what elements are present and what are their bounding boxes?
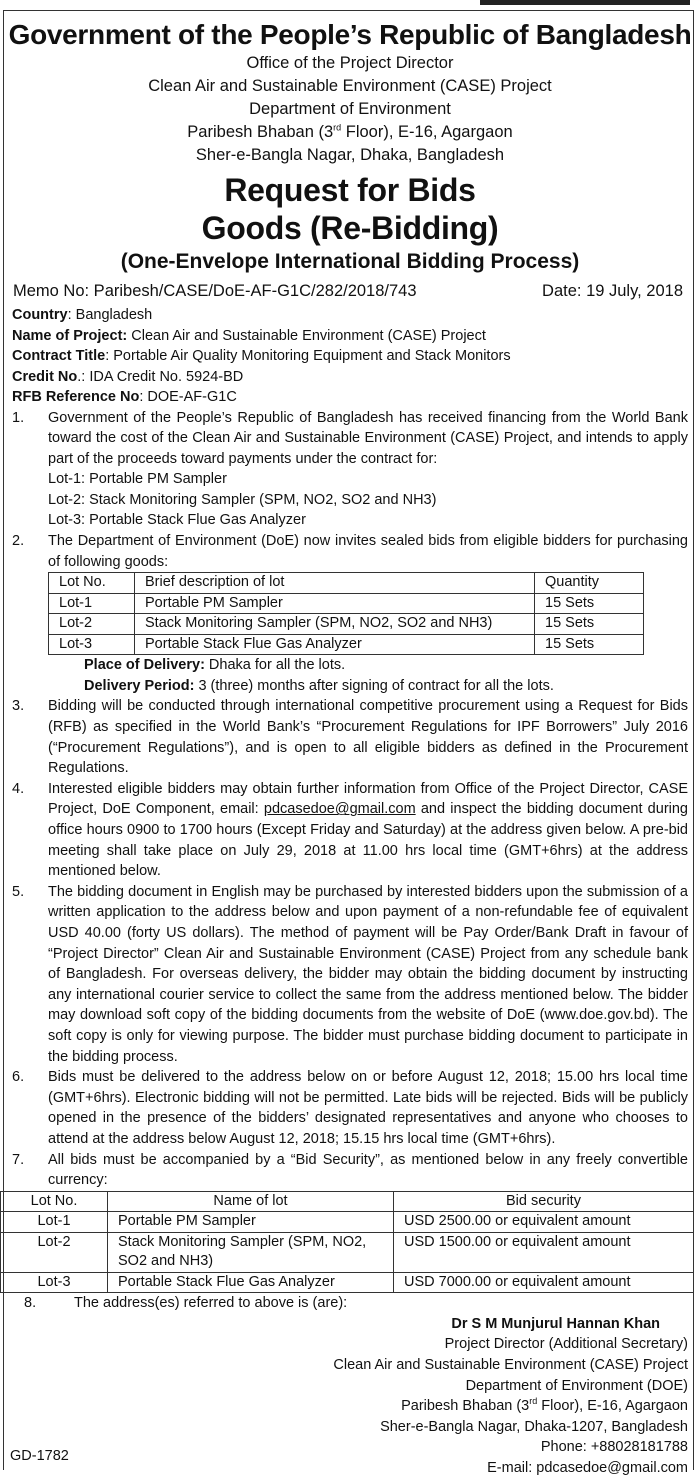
- goods-table: [48, 572, 644, 655]
- table-header-row: Lot No. Name of lot Bid security: [1, 1191, 694, 1212]
- clause-4: 4. Interested eligible bidders may obtain further information from Office of the Project Director, CASE Project, DoE Component, email: pdcasedoe@gmail.com and inspect the bidding document during office hours 0900 to 1700 hours (Except Friday and Saturday) at the address given below. A pre-bid meeting shall take place on July 29, 2018 at 11.00 hrs local time (GMT+6hrs) at the address mentioned below.: [12, 780, 688, 880]
- government-heading: Government of the People’s Republic of Bangladesh: [8, 19, 692, 50]
- top-strip: [480, 0, 690, 5]
- delivery-place: Place of Delivery: Dhaka for all the lots.: [84, 657, 346, 674]
- table-row: Lot-3 Portable Stack Flue Gas Analyzer USD 7000.00 or equivalent amount: [1, 1272, 694, 1293]
- lot-line: Lot-2: Stack Monitoring Sampler (SPM, NO2, SO2 and NH3): [48, 491, 437, 508]
- table-row: Lot-1 Portable PM Sampler 15 Sets: [49, 593, 644, 614]
- memo-date: Date: 19 July, 2018: [542, 282, 683, 300]
- contact-email: E-mail: pdcasedoe@gmail.com: [487, 1459, 688, 1476]
- memo-number: Memo No: Paribesh/CASE/DoE-AF-G1C/282/2018/743: [13, 282, 417, 300]
- project-fields: Country: Bangladesh Name of Project: Clean Air and Sustainable Environment (CASE) Project Contract Title: Portable Air Quality Monitoring Equipment and Stack Monitors Credit No.: IDA Credit No. 5924-BD RFB Reference No: DOE-AF-G1C: [12, 307, 511, 405]
- phone: Phone: +88028181788: [540, 1439, 688, 1456]
- table-row: Lot-1 Portable PM Sampler USD 2500.00 or equivalent amount: [1, 1212, 694, 1233]
- signatory-name: Dr S M Munjurul Hannan Khan: [451, 1315, 660, 1332]
- signature-block: Dr S M Munjurul Hannan Khan Project Director (Additional Secretary) Clean Air and Sustainable Environment (CASE) Project Department of Environment (DOE) Paribesh Bhaban (3rd Floor), E-16, Agargaon Sher-e-Bangla Nagar, Dhaka-1207, Bangladesh Phone: +88028181788 E-mail: pdcasedoe@gmail.com: [0, 1314, 700, 1479]
- clause-8: 8. The address(es) referred to above is (are):: [24, 1295, 348, 1312]
- lot-line: Lot-1: Portable PM Sampler: [48, 471, 227, 488]
- table-row: Lot-3 Portable Stack Flue Gas Analyzer 15 Sets: [49, 634, 644, 655]
- bid-security-table: [0, 1191, 694, 1294]
- table-row: Lot-2 Stack Monitoring Sampler (SPM, NO2, SO2 and NH3) 15 Sets: [49, 614, 644, 635]
- subtitle: (One-Envelope International Bidding Process): [120, 250, 580, 273]
- clause-2: 2. The Department of Environment (DoE) now invites sealed bids from eligible bidders for purchasing of following goods:: [12, 533, 688, 570]
- lot-line: Lot-3: Portable Stack Flue Gas Analyzer: [48, 512, 306, 529]
- clause-5: 5. The bidding document in English may be purchased by interested bidders upon the submission of a written application to the address below and upon payment of a non-refundable fee of equivalent USD 40.00 (forty US dollars). The method of payment will be Pay Order/Bank Draft in favour of “Project Director” Clean Air and Sustainable Environment (CASE) Project from any schedule bank of Bangladesh. For overseas delivery, the bidder may obtain the bidding document by instructing any international courier service to collect the same from the address mentioned below. The bidder may download soft copy of the bidding documents from the website of DoE (www.doe.gov.bd). The soft copy is only for viewing purpose. The bidder must purchase bidding document to participate in the bidding process.: [12, 883, 688, 1065]
- delivery-period: Delivery Period: 3 (three) months after signing of contract for all the lots.: [84, 677, 554, 694]
- office-address: Office of the Project Director Clean Air and Sustainable Environment (CASE) Project Department of Environment Paribesh Bhaban (3rd Floor), E-16, Agargaon Sher-e-Bangla Nagar, Dhaka, Bangladesh: [148, 54, 552, 164]
- memo-line: [0, 279, 700, 303]
- notice: [0, 12, 700, 1479]
- email-link[interactable]: pdcasedoe@gmail.com: [263, 801, 416, 818]
- clause-3: 3. Bidding will be conducted through international competitive procurement using a Request for Bids (RFB) as specified in the World Bank’s “Procurement Regulations for IPF Borrowers” July 2016 (“Procurement Regulations”), and is open to all eligible bidders as defined in the Procurement Regulations.: [12, 698, 688, 777]
- gd-code: GD-1782: [10, 1448, 69, 1464]
- table-row: Lot-2 Stack Monitoring Sampler (SPM, NO2, SO2 and NH3) USD 1500.00 or equivalent amount: [1, 1232, 694, 1272]
- title-request: Request for Bids: [224, 172, 476, 208]
- clause-6: 6. Bids must be delivered to the address below on or before August 12, 2018; 15.00 hrs local time (GMT+6hrs). Electronic bidding will not be permitted. Late bids will be rejected. Bids will be publicly opened in the presence of the bidders’ designated representatives and anyone who chooses to attend at the address below August 12, 2018; 15.15 hrs local time (GMT+6hrs).: [12, 1069, 688, 1147]
- table-header-row: Lot No. Brief description of lot Quantity: [49, 573, 644, 594]
- clause-1: 1. Government of the People’s Republic of Bangladesh has received financing from the World Bank toward the cost of the Clean Air and Sustainable Environment (CASE) Project, and intends to apply part of the proceeds toward payments under the contract for: Lot-1: Portable PM Sampler Lot-2: Stack Monitoring Sampler (SPM, NO2, SO2 and NH3) Lot-3: Portable Stack Flue Gas Analyzer: [0, 408, 700, 532]
- title-goods: Goods (Re-Bidding): [201, 210, 499, 246]
- clause-7: 7. All bids must be accompanied by a “Bid Security”, as mentioned below in any freely convertible currency:: [12, 1151, 688, 1189]
